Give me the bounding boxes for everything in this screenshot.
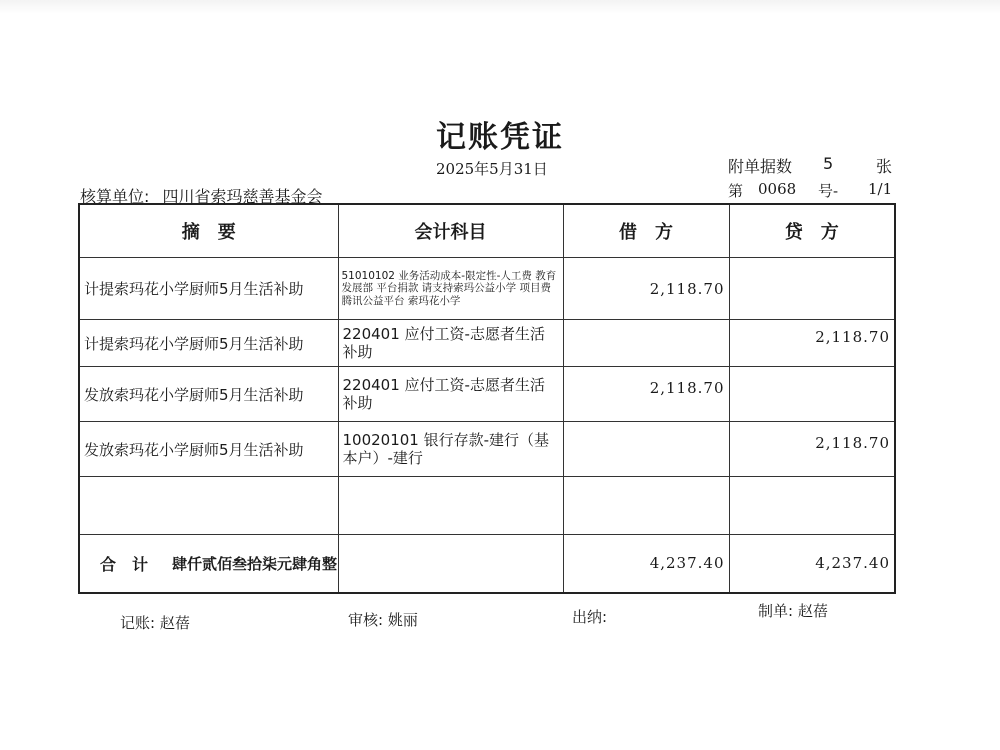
row-debit: 2,118.70 [563,258,729,320]
voucher-title: 记账凭证 [436,120,564,155]
table-row [79,258,895,320]
row-summary: 发放索玛花小学厨师5月生活补助 [79,367,338,422]
row-summary: 发放索玛花小学厨师5月生活补助 [79,422,338,477]
row-credit [729,258,895,320]
table-row [79,422,895,477]
empty-cell [563,477,729,535]
total-account-cell [338,535,563,593]
header-summary: 摘 要 [79,204,338,258]
number-prefix: 第 [728,182,744,200]
row-debit [563,422,729,477]
row-account: 220401 应付工资-志愿者生活补助 [338,320,563,367]
attachments-label: 附单据数 [728,157,793,176]
row-credit: 2,118.70 [729,320,895,367]
reviewer-signature: 审核: 姚丽 [348,611,418,629]
unit-label: 核算单位: [80,187,150,206]
empty-cell [338,477,563,535]
page-indicator: 1/1 [868,180,893,198]
total-row [79,535,895,593]
row-account: 10020101 银行存款-建行（基本户）-建行 [338,422,563,477]
bookkeeper-signature: 记账: 赵蓓 [120,614,190,632]
row-account: 220401 应付工资-志愿者生活补助 [338,367,563,422]
total-label: 合 计 [99,554,148,574]
row-debit: 2,118.70 [563,367,729,422]
total-debit: 4,237.40 [563,535,729,593]
table-row [79,367,895,422]
header-credit: 贷 方 [729,204,895,258]
row-summary: 计提索玛花小学厨师5月生活补助 [79,258,338,320]
voucher-date: 2025年5月31日 [436,160,548,178]
number-suffix: 号- [818,182,839,200]
number-value: 0068 [758,180,797,198]
unit-name: 四川省索玛慈善基金会 [162,187,323,206]
row-debit [563,320,729,367]
table-row-empty [79,477,895,535]
row-credit: 2,118.70 [729,422,895,477]
scan-edge [0,0,1000,14]
attachments-unit: 张 [876,157,893,176]
total-credit: 4,237.40 [729,535,895,593]
preparer-signature: 制单: 赵蓓 [758,602,828,620]
empty-cell [79,477,338,535]
empty-cell [729,477,895,535]
total-amount-words: 肆仟贰佰叁拾柒元肆角整 [172,554,338,573]
voucher-table [78,203,896,594]
table-header-row [79,204,895,258]
header-account: 会计科目 [338,204,563,258]
cashier-signature: 出纳: [572,608,608,626]
total-cell [79,535,338,593]
row-credit [729,367,895,422]
table-row [79,320,895,367]
row-summary: 计提索玛花小学厨师5月生活补助 [79,320,338,367]
row-account: 51010102 业务活动成本-限定性-人工费 教育发展部 平台捐款 请支持索玛公益小学 项目费 腾讯公益平台 索玛花小学 [338,258,563,320]
attachments-count: 5 [823,154,834,173]
header-debit: 借 方 [563,204,729,258]
